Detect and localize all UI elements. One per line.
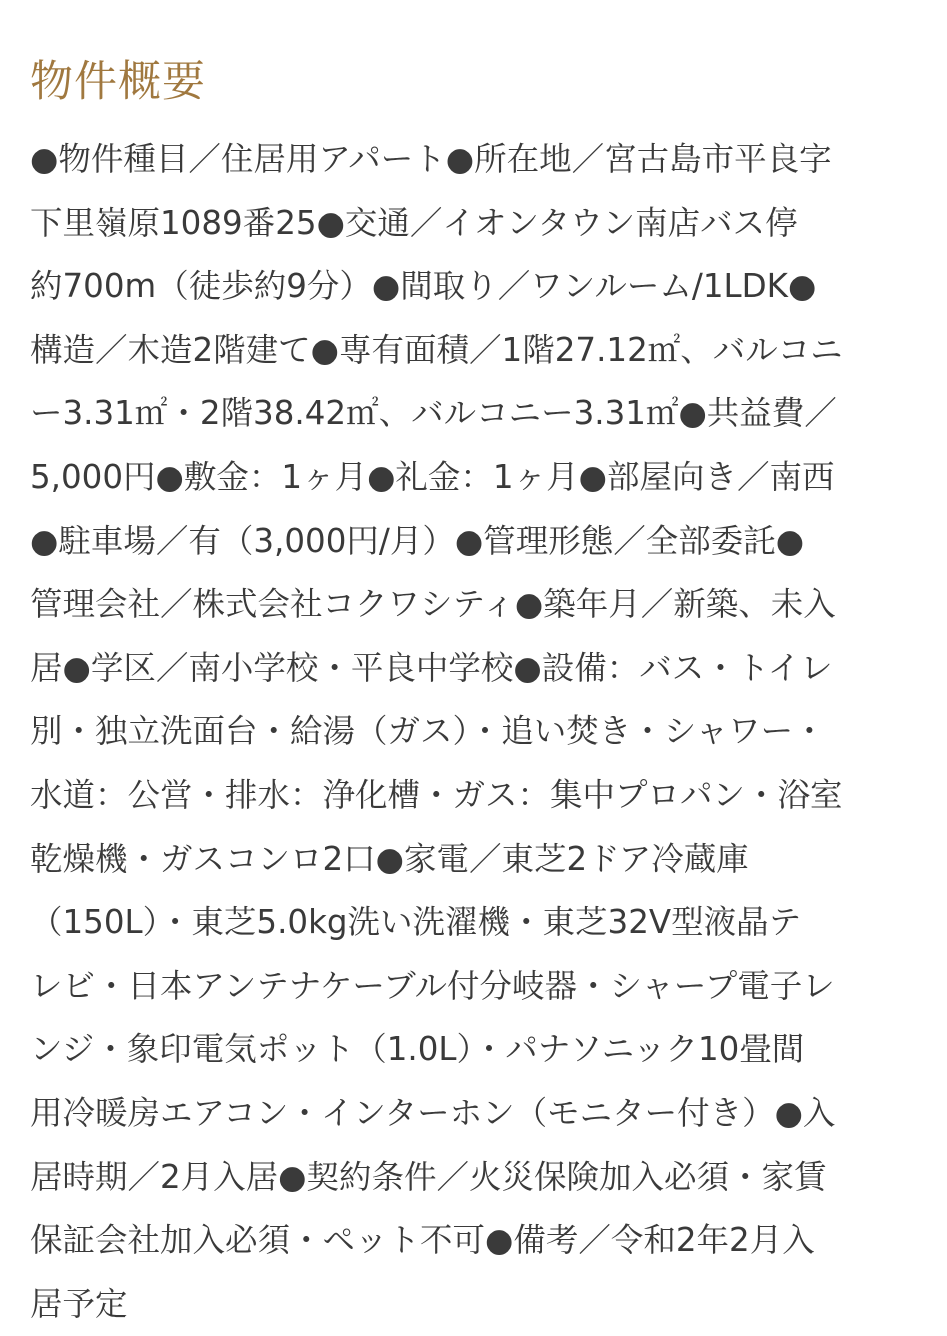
description-line: 5,000円●敷金：1ヶ月●礼金：1ヶ月●部屋向き／南西 [30,457,835,496]
description-line: 水道：公営・排水：浄化槽・ガス：集中プロパン・浴室 [30,775,843,814]
description-line: ●物件種目／住居用アパート●所在地／宮古島市平良字 [30,140,832,178]
property-description [30,128,920,1336]
description-line: 管理会社／株式会社コクワシティ●築年月／新築、未入 [30,585,836,624]
description-line: 構造／木造2階建て●専有面積／1階27.12㎡、バルコニ [30,330,843,369]
description-line: ンジ・象印電気ポット（1.0L）・パナソニック10畳間 [30,1030,805,1069]
description-line: 居●学区／南小学校・平良中学校●設備：バス・トイレ [30,648,833,687]
description-line: ー3.31㎡・2階38.42㎡、バルコニー3.31㎡●共益費／ [30,394,837,433]
description-line: （150L）・東芝5.0kg洗い洗濯機・東芝32V型液晶テ [30,903,802,942]
section-title: 物件概要 [30,57,206,107]
description-line: 別・独立洗面台・給湯（ガス）・追い焚き・シャワー・ [30,712,826,751]
description-line: 居時期／2月入居●契約条件／火災保険加入必須・家賃 [30,1157,827,1196]
description-line: 乾燥機・ガスコンロ2口●家電／東芝2ドア冷蔵庫 [30,839,749,878]
description-line: レビ・日本アンテナケーブル付分岐器・シャープ電子レ [30,966,835,1005]
description-line: 約700m（徒歩約9分）●間取り／ワンルーム/1LDK● [30,267,817,306]
description-line: 居予定 [30,1284,128,1323]
description-line: 保証会社加入必須・ペット不可●備考／令和2年2月入 [30,1221,815,1260]
description-line: 下里嶺原1089番25●交通／イオンタウン南店バス停 [30,203,798,242]
description-line: 用冷暖房エアコン・インターホン（モニター付き）●入 [30,1093,836,1132]
description-line: ●駐車場／有（3,000円/月）●管理形態／全部委託● [30,521,805,560]
